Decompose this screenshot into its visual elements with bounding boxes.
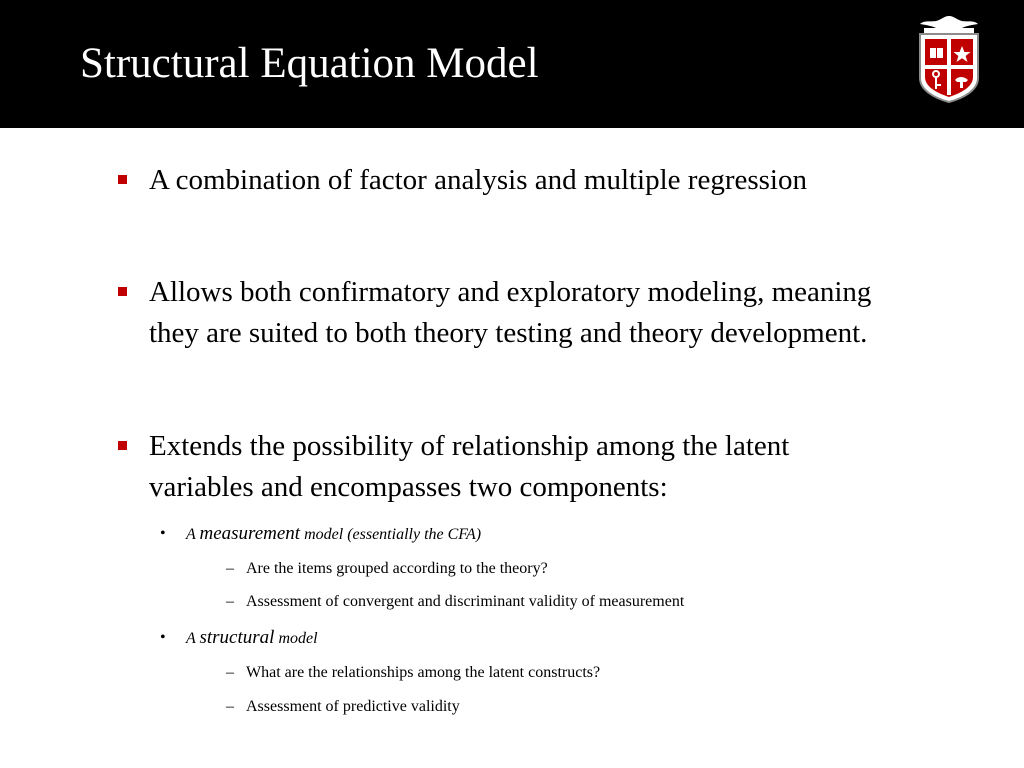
sub-bullet-marker: • [160,525,166,542]
bullet-marker [118,287,127,296]
sub-bullet-marker: • [160,629,166,646]
sub-sub-bullet-text: Are the items grouped according to the theory? [246,560,548,577]
sub-bullet-text [186,627,318,650]
sub-bullet-emphasis: measurement [199,523,301,544]
slide-title: Structural Equation Model [80,40,539,87]
bullet-marker [118,175,127,184]
dash-marker: – [226,698,234,715]
bullet-marker [118,441,127,450]
sub-sub-bullet-text: Assessment of predictive validity [246,698,460,715]
dash-marker: – [226,593,234,610]
bullet-text: A combination of factor analysis and multiple regression [149,164,807,196]
sub-bullet-prefix: A [186,526,196,543]
sub-sub-bullet-text: Assessment of convergent and discriminant validity of measurement [246,593,685,610]
bullet-text: Extends the possibility of relationship among the latent variables and encompasses two components: [149,430,790,503]
sub-bullet-text [186,523,481,546]
dash-marker: – [226,560,234,577]
sub-bullet-emphasis: structural [199,627,275,648]
bullet-text: Allows both confirmatory and exploratory modeling, meaning they are suited to both theory testing and theory development. [149,276,872,349]
sub-sub-bullet-text: What are the relationships among the latent constructs? [246,664,601,681]
sub-bullet-suffix: model [278,630,318,647]
sub-bullet-suffix: model (essentially the CFA) [304,526,482,543]
dash-marker: – [226,664,234,681]
sub-bullet-prefix: A [186,630,196,647]
